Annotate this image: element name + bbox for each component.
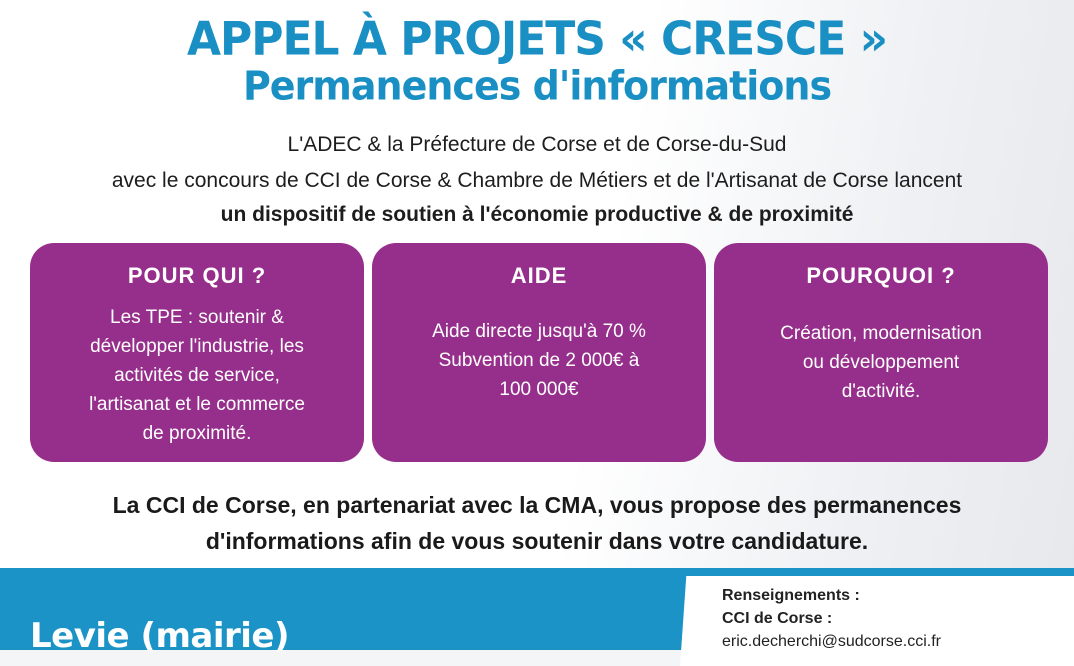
card-line: de proximité. [142,423,252,444]
card-pourquoi [714,243,1048,462]
partner-statement [0,487,1074,559]
card-line: Aide directe jusqu'à 70 % [432,321,646,342]
info-lines [722,584,941,653]
card-body [394,317,684,404]
card-body [52,303,342,448]
card-line: 100 000€ [499,379,579,400]
card-line: Subvention de 2 000€ à [438,350,640,371]
page-title: APPEL À PROJETS « CRESCE » [186,12,888,67]
card-line: Création, modernisation [780,323,982,344]
card-line: ou développement [802,352,960,373]
card-body [736,319,1026,406]
partner-line-1: La CCI de Corse, en partenariat avec la CMA, vous propose des permanences [112,492,962,518]
card-line: développer l'industrie, les [90,336,304,357]
info-org: CCI de Corse : [722,610,833,627]
card-line: d'activité. [841,381,921,402]
card-line: Les TPE : soutenir & [110,307,284,328]
card-title: AIDE [510,263,568,288]
intro-line-2: avec le concours de CCI de Corse & Chambre de Métiers et de l'Artisanat de Corse lancent [111,169,963,192]
card-line: l'artisanat et le commerce [89,394,305,415]
intro-line-3: un dispositif de soutien à l'économie productive & de proximité [220,203,854,226]
card-pour-qui [30,243,364,462]
card-line: activités de service, [114,365,280,386]
card-title: POUR QUI ? [127,263,267,288]
location-label: Levie (mairie) [30,616,290,656]
card-title: POURQUOI ? [806,263,956,288]
info-email[interactable]: eric.decherchi@sudcorse.cci.fr [722,633,941,650]
partner-line-2: d'informations afin de vous soutenir dans votre candidature. [205,528,869,554]
intro-line-1: L'ADEC & la Préfecture de Corse et de Corse-du-Sud [287,133,787,156]
page-subtitle: Permanences d'informations [242,62,832,110]
info-label: Renseignements : [722,587,860,604]
card-aide [372,243,706,462]
